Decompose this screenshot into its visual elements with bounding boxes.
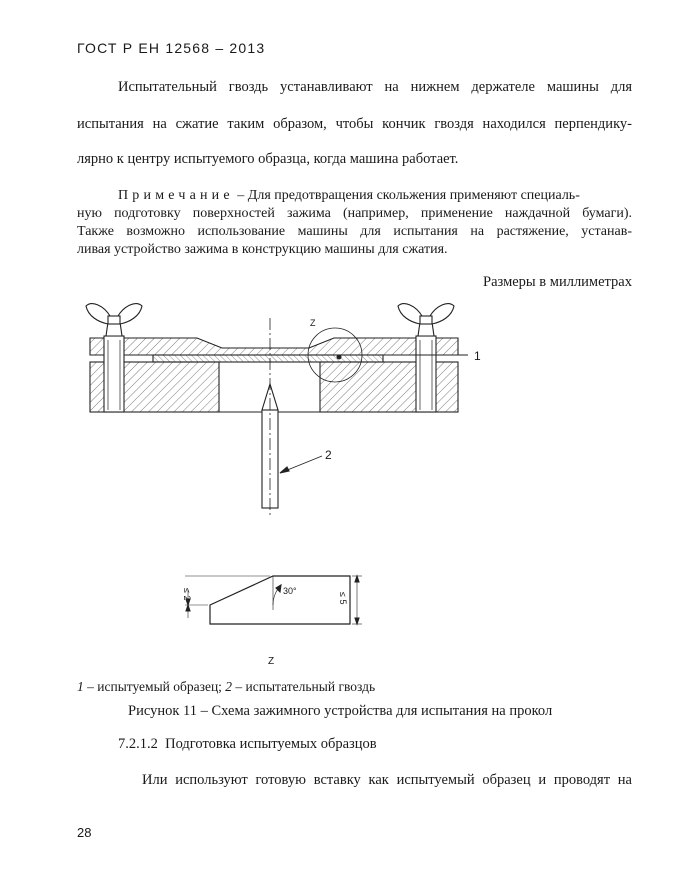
note-text: – Для предотвращения скольжения применяют специаль- (233, 188, 580, 203)
section-number: 7.2.1.2 (118, 736, 158, 752)
note-label: Примечание (118, 188, 234, 203)
note-line: ливая устройство зажима в конструкцию машины для сжатия. (77, 242, 448, 257)
detail-z-drawing (185, 576, 362, 624)
detail-z-label: Z (268, 656, 275, 667)
paragraph-line: лярно к центру испытуемого образца, когда машина работает. (77, 151, 459, 167)
page-number: 28 (77, 825, 92, 840)
upper-clamp-plate (90, 338, 458, 355)
figure-legend (77, 679, 375, 695)
dim-left-label: ≤ 2 (182, 588, 192, 601)
legend-text: – испытательный гвоздь (232, 679, 376, 694)
detail-z-marker: Z (310, 318, 316, 328)
legend-text: – испытуемый образец; (83, 679, 226, 694)
angle-label: 30° (283, 586, 297, 596)
callout-2-number: 2 (325, 448, 332, 462)
paragraph-line: Или используют готовую вставку как испытуемый образец и проводят на (142, 772, 632, 788)
legend-number: 1 (77, 679, 84, 694)
callout-1-number: 1 (474, 349, 481, 363)
specimen-strip (153, 355, 383, 362)
legend-number: 2 (225, 679, 233, 694)
section-heading (118, 736, 377, 753)
note-line: ную подготовку поверхностей зажима (например, применение наждачной бумаги). (77, 206, 632, 221)
dimensions-note: Размеры в миллиметрах (483, 274, 632, 290)
dim-right-label: ≤ 5 (338, 592, 348, 605)
paragraph-line: Испытательный гвоздь устанавливают на нижнем держателе машины для (118, 79, 632, 95)
paragraph-line: испытания на сжатие таким образом, чтобы кончик гвоздя находился перпендику- (77, 116, 632, 132)
figure-caption: Рисунок 11 – Схема зажимного устройства для испытания на прокол (128, 703, 553, 719)
note-line: Также возможно использование машины для испытания на растяжение, устанав- (77, 224, 632, 239)
document-header: ГОСТ Р ЕН 12568 – 2013 (77, 40, 266, 56)
section-title: Подготовка испытуемых образцов (165, 736, 377, 752)
